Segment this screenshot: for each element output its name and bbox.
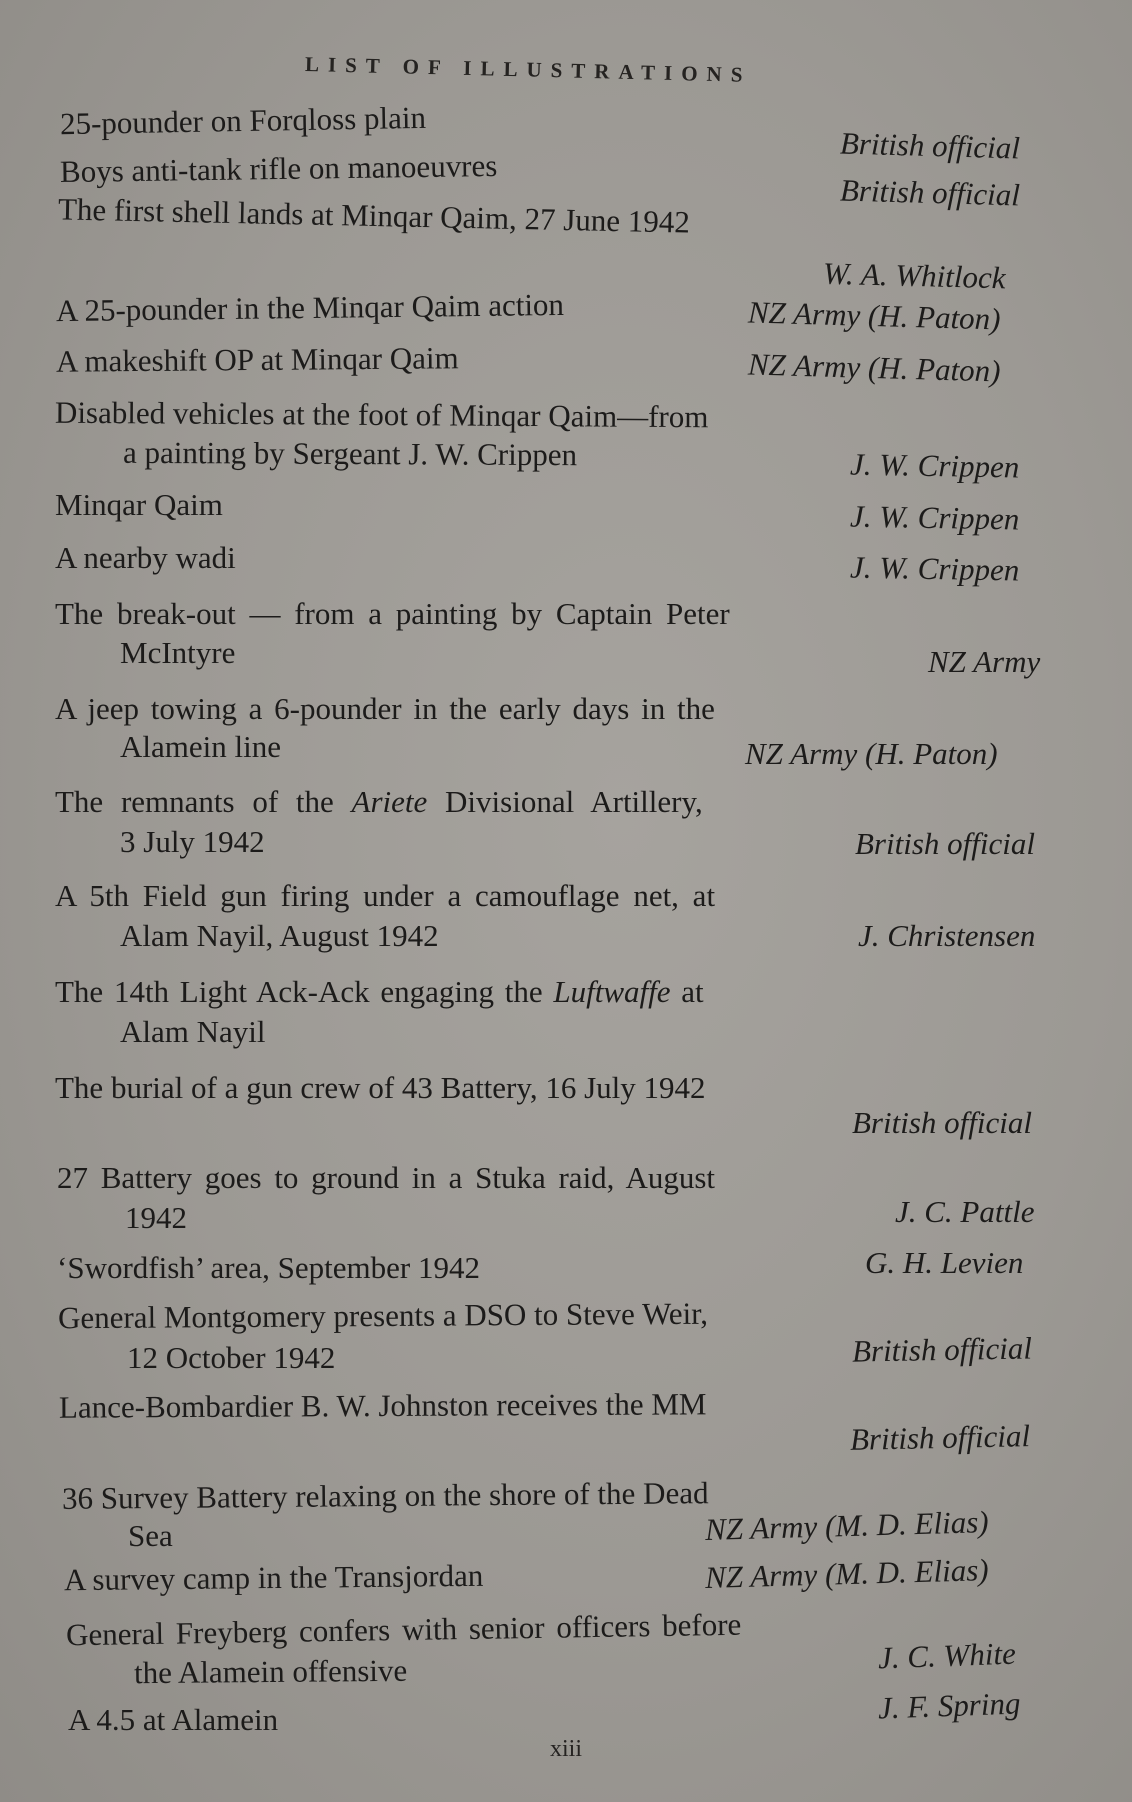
page-number: xiii bbox=[550, 1736, 583, 1762]
entry-title-cont: 12 October 1942 bbox=[127, 1340, 336, 1375]
entry-credit: J. F. Spring bbox=[877, 1685, 1021, 1726]
entry-title: 27 Battery goes to ground in a Stuka raid, August bbox=[57, 1160, 716, 1195]
entry-title bbox=[55, 786, 703, 817]
entry-title: The first shell lands at Minqar Qaim, 27 June 1942 bbox=[57, 191, 691, 240]
entry-title: A jeep towing a 6-pounder in the early days in the bbox=[55, 691, 715, 726]
entry-title: Lance-Bombardier B. W. Johnston receives the MM bbox=[58, 1386, 707, 1425]
entry-title-cont: the Alamein offensive bbox=[133, 1652, 408, 1691]
entry-credit: British official bbox=[852, 1105, 1032, 1140]
entry-title: The break-out — from a painting by Captain Peter bbox=[55, 596, 730, 631]
entry-credit: NZ Army (H. Paton) bbox=[747, 346, 1002, 389]
title-fragment: The 14th Light Ack-Ack engaging the bbox=[55, 974, 554, 1009]
entry-title: 36 Survey Battery relaxing on the shore of the Dead bbox=[61, 1475, 709, 1516]
entry-credit: J. W. Crippen bbox=[849, 498, 1020, 537]
entry-title-cont: a painting by Sergeant J. W. Crippen bbox=[122, 434, 578, 473]
entry-title: General Freyberg confers with senior officers before bbox=[65, 1606, 742, 1653]
entry-credit: British official bbox=[849, 1418, 1031, 1457]
entry-title: 25-pounder on Forqloss plain bbox=[59, 99, 427, 142]
entry-credit: British official bbox=[839, 172, 1021, 213]
entry-title-cont: McIntyre bbox=[120, 635, 236, 670]
entry-title-cont: 3 July 1942 bbox=[120, 824, 265, 859]
entry-title-cont: Alam Nayil, August 1942 bbox=[120, 918, 439, 953]
entry-title-cont: Alam Nayil bbox=[120, 1014, 266, 1049]
entry-title: ‘Swordfish’ area, September 1942 bbox=[57, 1250, 480, 1285]
title-fragment: The remnants of the bbox=[55, 784, 352, 819]
entry-credit: J. W. Crippen bbox=[849, 549, 1020, 588]
title-fragment: at bbox=[670, 974, 704, 1009]
entry-credit: J. C. White bbox=[877, 1635, 1017, 1676]
entry-title: A survey camp in the Transjordan bbox=[63, 1557, 484, 1598]
entry-title-cont: Sea bbox=[128, 1518, 173, 1553]
title-fragment: Divisional Artillery, bbox=[427, 784, 703, 819]
entry-credit: J. W. Crippen bbox=[849, 446, 1020, 485]
entry-title: A makeshift OP at Minqar Qaim bbox=[55, 340, 459, 379]
entry-title: General Montgomery presents a DSO to Steve Weir, bbox=[57, 1295, 709, 1336]
entry-credit: NZ Army bbox=[928, 644, 1041, 679]
entry-credit: NZ Army (M. D. Elias) bbox=[704, 1504, 990, 1547]
entry-credit: NZ Army (H. Paton) bbox=[745, 736, 998, 771]
title-italic: Ariete bbox=[351, 784, 428, 819]
entry-credit: British official bbox=[851, 1330, 1033, 1369]
entry-title-cont: Alamein line bbox=[120, 729, 281, 764]
entry-title: A 5th Field gun firing under a camouflage net, at bbox=[55, 878, 716, 913]
entry-title: A nearby wadi bbox=[55, 540, 236, 575]
entry-credit: J. C. Pattle bbox=[895, 1194, 1035, 1229]
entry-credit: British official bbox=[839, 125, 1021, 166]
entry-credit: NZ Army (H. Paton) bbox=[747, 294, 1002, 337]
title-italic: Luftwaffe bbox=[553, 974, 671, 1009]
page-heading: LIST OF ILLUSTRATIONS bbox=[304, 52, 752, 87]
entry-title: A 25-pounder in the Minqar Qaim action bbox=[55, 286, 565, 329]
entry-title: A 4.5 at Alamein bbox=[68, 1702, 279, 1737]
entry-credit: British official bbox=[855, 826, 1035, 861]
entry-credit: J. Christensen bbox=[858, 918, 1036, 953]
entry-title: Minqar Qaim bbox=[55, 487, 223, 522]
entry-title-cont: 1942 bbox=[125, 1200, 187, 1235]
entry-title: Disabled vehicles at the foot of Minqar Qaim—from bbox=[54, 394, 709, 435]
entry-title: Boys anti-tank rifle on manoeuvres bbox=[59, 147, 498, 190]
entry-credit: G. H. Levien bbox=[865, 1245, 1024, 1280]
entry-title: The burial of a gun crew of 43 Battery, 16 July 1942 bbox=[55, 1070, 706, 1105]
entry-credit: W. A. Whitlock bbox=[822, 255, 1006, 296]
entry-credit: NZ Army (M. D. Elias) bbox=[704, 1552, 990, 1595]
entry-title bbox=[55, 976, 704, 1007]
